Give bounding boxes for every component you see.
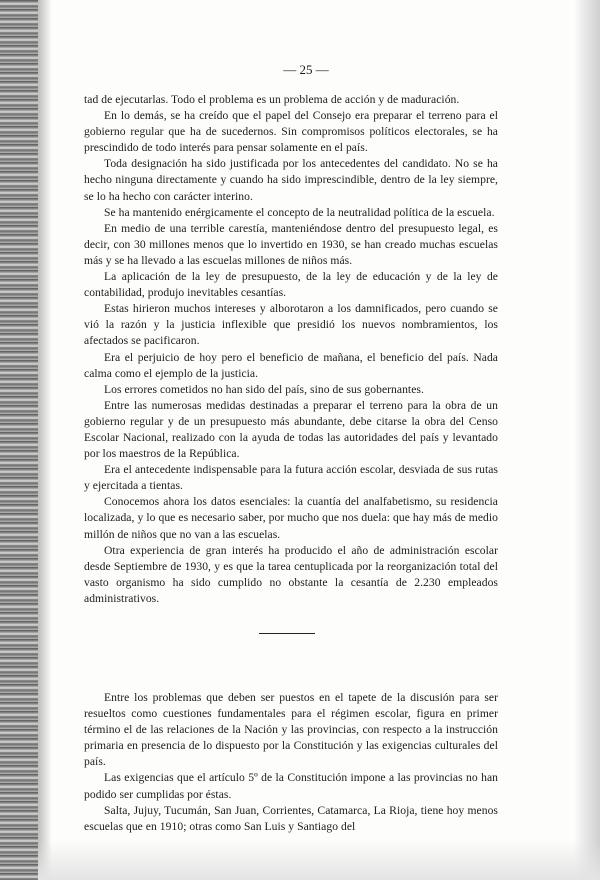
paragraph: Se ha mantenido enérgicamente el concepto de la neutralidad política de la escuela. — [104, 205, 495, 219]
document-page — [84, 62, 498, 835]
paragraph: Estas hirieron muchos intereses y alborotaron a los damnificados, pero cuando se vió la razón y la justicia inflexible que presidió los nuevos nombramientos, los afectados se pacificaron. — [84, 302, 498, 348]
paragraph: La aplicación de la ley de presupuesto, de la ley de educación y de la ley de contabilidad, produjo inevitables cesantías. — [84, 270, 498, 300]
paragraph: Los errores cometidos no han sido del país, sino de sus gobernantes. — [104, 382, 424, 396]
top-section — [84, 92, 498, 607]
paragraph: Salta, Jujuy, Tucumán, San Juan, Corrientes, Catamarca, La Rioja, tiene hoy menos escuelas que en 1910; otras como San Luis y Santiago del — [84, 803, 498, 833]
page-bottom-edge — [38, 840, 600, 880]
book-binding-edge — [0, 0, 38, 880]
paragraph: En medio de una terrible carestía, manteniéndose dentro del presupuesto legal, es decir, con 30 millones menos que lo invertido en 1930, se han creado muchas escuelas más y se ha llevado a las escuelas millones de niños más. — [84, 221, 498, 267]
paragraph: Las exigencias que el artículo 5º de la Constitución impone a las provincias no han podido ser cumplidas por éstas. — [84, 771, 498, 801]
paragraph: Otra experiencia de gran interés ha producido el año de administración escolar desde Septiembre de 1930, y es que la tarea centuplicada por la reorganización total del vasto organismo ha sido cumplido no obstante la cesantía de 2.230 empleados administrativos. — [84, 543, 498, 605]
paragraph: Entre los problemas que deben ser puestos en el tapete de la discusión para ser resueltos como cuestiones fundamentales para el régimen escolar, figura en primer término el de las relaciones de la Nación y las provincias, con respecto a la instrucción primaria en presencia de lo dispuesto por la Constitución y las exigencias culturales del país. — [84, 691, 498, 769]
paragraph: Conocemos ahora los datos esenciales: la cuantía del analfabetismo, su residencia localizada, y lo que es necesario saber, por mucho que nos duela: que hay más de medio millón de niños que no van a las escuelas. — [84, 495, 498, 541]
section-divider — [259, 633, 315, 634]
bottom-section — [84, 690, 498, 835]
paragraph: Era el antecedente indispensable para la futura acción escolar, desviada de sus rutas y ejercitada a tientas. — [84, 463, 498, 493]
paragraph: Entre las numerosas medidas destinadas a preparar el terreno para la obra de un gobierno regular y de un presupuesto más abundante, debe citarse la obra del Censo Escolar Nacional, realizado con la ayuda de todas las autoridades del país y levantado por los maestros de la República. — [84, 398, 498, 461]
paragraph: tad de ejecutarlas. Todo el problema es un problema de acción y de maduración. — [84, 93, 460, 106]
binding-shadow — [38, 0, 52, 880]
paragraph: Era el perjuicio de hoy pero el beneficio de mañana, el beneficio del país. Nada calma como el ejemplo de la justicia. — [84, 350, 498, 380]
paragraph: Toda designación ha sido justificada por los antecedentes del candidato. No se ha hecho ninguna directamente y cuando ha sido imprescindible, dentro de la ley siempre, se lo ha hecho con carácter interino. — [84, 157, 498, 203]
paragraph: En lo demás, se ha creído que el papel del Consejo era preparar el terreno para el gobierno regular que ha de sucedernos. Sin compromisos políticos electorales, se ha prescindido de todo interés para pensar solamente en el país. — [84, 109, 498, 155]
page-number: — 25 — — [283, 62, 329, 77]
page-right-edge — [574, 0, 600, 880]
